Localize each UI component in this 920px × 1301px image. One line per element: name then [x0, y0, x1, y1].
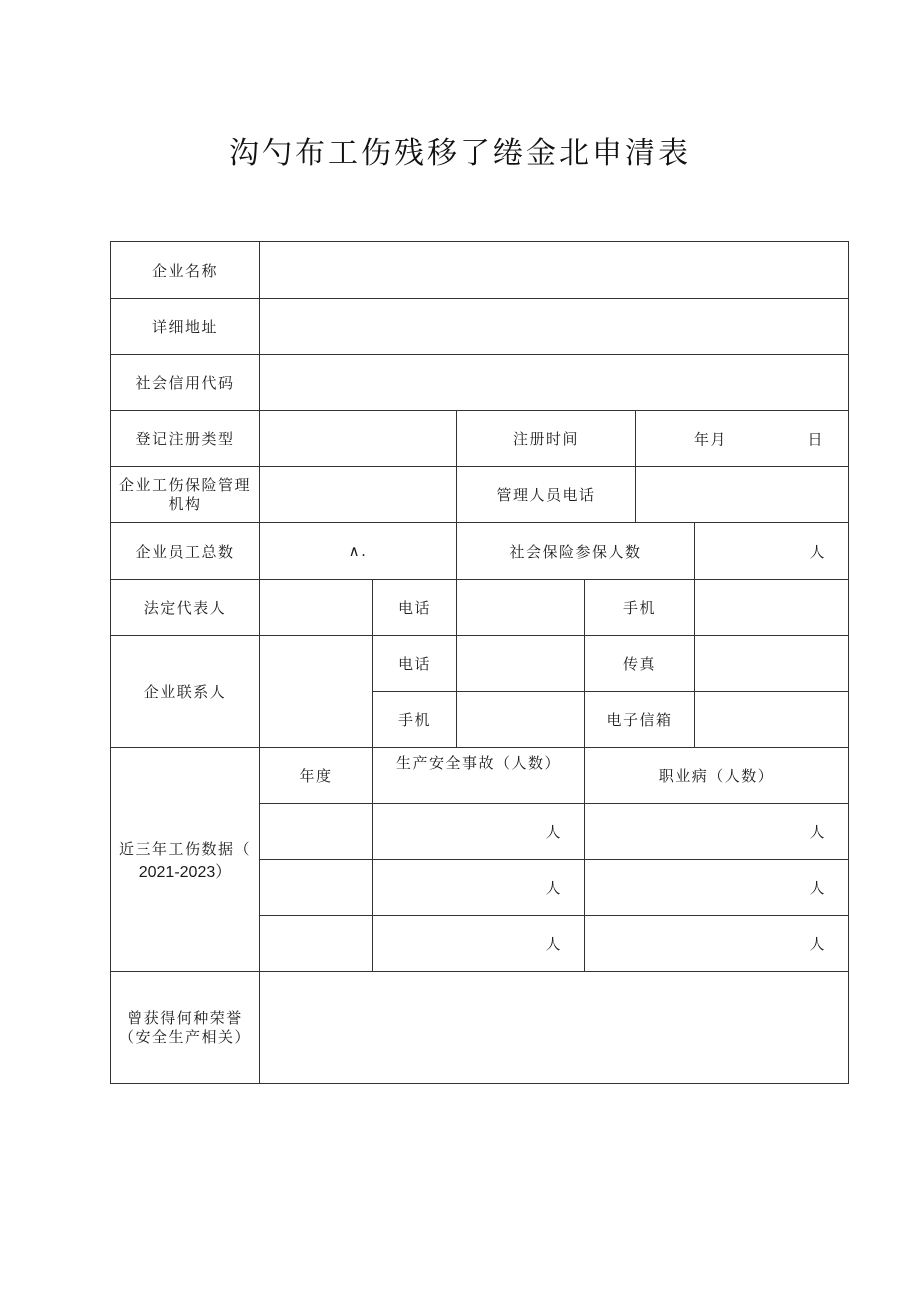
field-legal-rep-mobile[interactable] [695, 580, 849, 636]
label-legal-rep: 法定代表人 [111, 580, 260, 636]
field-injury-year[interactable] [260, 860, 373, 916]
label-year: 年度 [260, 748, 373, 804]
field-insured-count[interactable]: 人 [695, 523, 849, 580]
label-address: 详细地址 [111, 299, 260, 355]
injury-data-line1: 近三年工伤数据（ [118, 839, 251, 858]
label-honors [111, 972, 260, 1084]
row-address [111, 299, 849, 355]
label-legal-rep-phone: 电话 [373, 580, 457, 636]
date-day-label: 日 [807, 430, 825, 448]
label-legal-rep-mobile: 手机 [585, 580, 695, 636]
row-company-name [111, 242, 849, 299]
honors-line1: 曾获得何种荣誉 [127, 1008, 243, 1027]
label-registration-type: 登记注册类型 [111, 411, 260, 467]
row-employees [111, 523, 849, 580]
field-legal-rep[interactable] [260, 580, 373, 636]
label-insured-count: 社会保险参保人数 [457, 523, 695, 580]
row-legal-rep [111, 580, 849, 636]
label-contact-phone: 电话 [373, 636, 457, 692]
page-title: 沟勺布工伤残移了绻金北申清表 [229, 136, 691, 171]
field-honors[interactable] [260, 972, 849, 1084]
field-disease-count[interactable]: 人 [585, 804, 849, 860]
application-form-table [110, 241, 849, 1084]
field-manager-phone[interactable] [636, 467, 849, 523]
label-total-employees: 企业员工总数 [111, 523, 260, 580]
field-address[interactable] [260, 299, 849, 355]
label-company-name: 企业名称 [111, 242, 260, 299]
field-registration-date[interactable] [636, 411, 849, 467]
label-contact-person: 企业联系人 [111, 636, 260, 748]
field-injury-year[interactable] [260, 916, 373, 972]
field-accident-count[interactable]: 人 [373, 860, 585, 916]
label-manager-phone: 管理人员电话 [457, 467, 636, 523]
date-year-month-label: 年月 [694, 430, 728, 448]
label-disease-header: 职业病（人数） [585, 748, 849, 804]
label-contact-fax: 传真 [585, 636, 695, 692]
field-legal-rep-phone[interactable] [457, 580, 585, 636]
field-total-employees[interactable]: ∧. [260, 523, 457, 580]
row-honors [111, 972, 849, 1084]
field-injury-year[interactable] [260, 804, 373, 860]
field-contact-fax[interactable] [695, 636, 849, 692]
label-accident-header: 生产安全事故（人数） [373, 748, 585, 804]
label-injury-insurance-agency: 企业工伤保险管理机构 [111, 467, 260, 523]
row-injury-header [111, 748, 849, 804]
row-registration [111, 411, 849, 467]
field-credit-code[interactable] [260, 355, 849, 411]
label-injury-data [111, 748, 260, 972]
injury-data-line2: 2021-2023） [138, 863, 232, 881]
field-accident-count[interactable]: 人 [373, 804, 585, 860]
label-contact-mobile: 手机 [373, 692, 457, 748]
row-credit-code [111, 355, 849, 411]
honors-line2: （安全生产相关） [118, 1027, 251, 1046]
field-accident-count[interactable]: 人 [373, 916, 585, 972]
row-insurance-agency [111, 467, 849, 523]
field-injury-insurance-agency[interactable] [260, 467, 457, 523]
field-contact-phone[interactable] [457, 636, 585, 692]
field-disease-count[interactable]: 人 [585, 916, 849, 972]
field-disease-count[interactable]: 人 [585, 860, 849, 916]
label-credit-code: 社会信用代码 [111, 355, 260, 411]
row-contact-1 [111, 636, 849, 692]
field-registration-type[interactable] [260, 411, 457, 467]
label-registration-time: 注册时间 [457, 411, 636, 467]
label-contact-email: 电子信箱 [585, 692, 695, 748]
field-contact-mobile[interactable] [457, 692, 585, 748]
field-contact-email[interactable] [695, 692, 849, 748]
field-company-name[interactable] [260, 242, 849, 299]
field-contact-person[interactable] [260, 636, 373, 748]
